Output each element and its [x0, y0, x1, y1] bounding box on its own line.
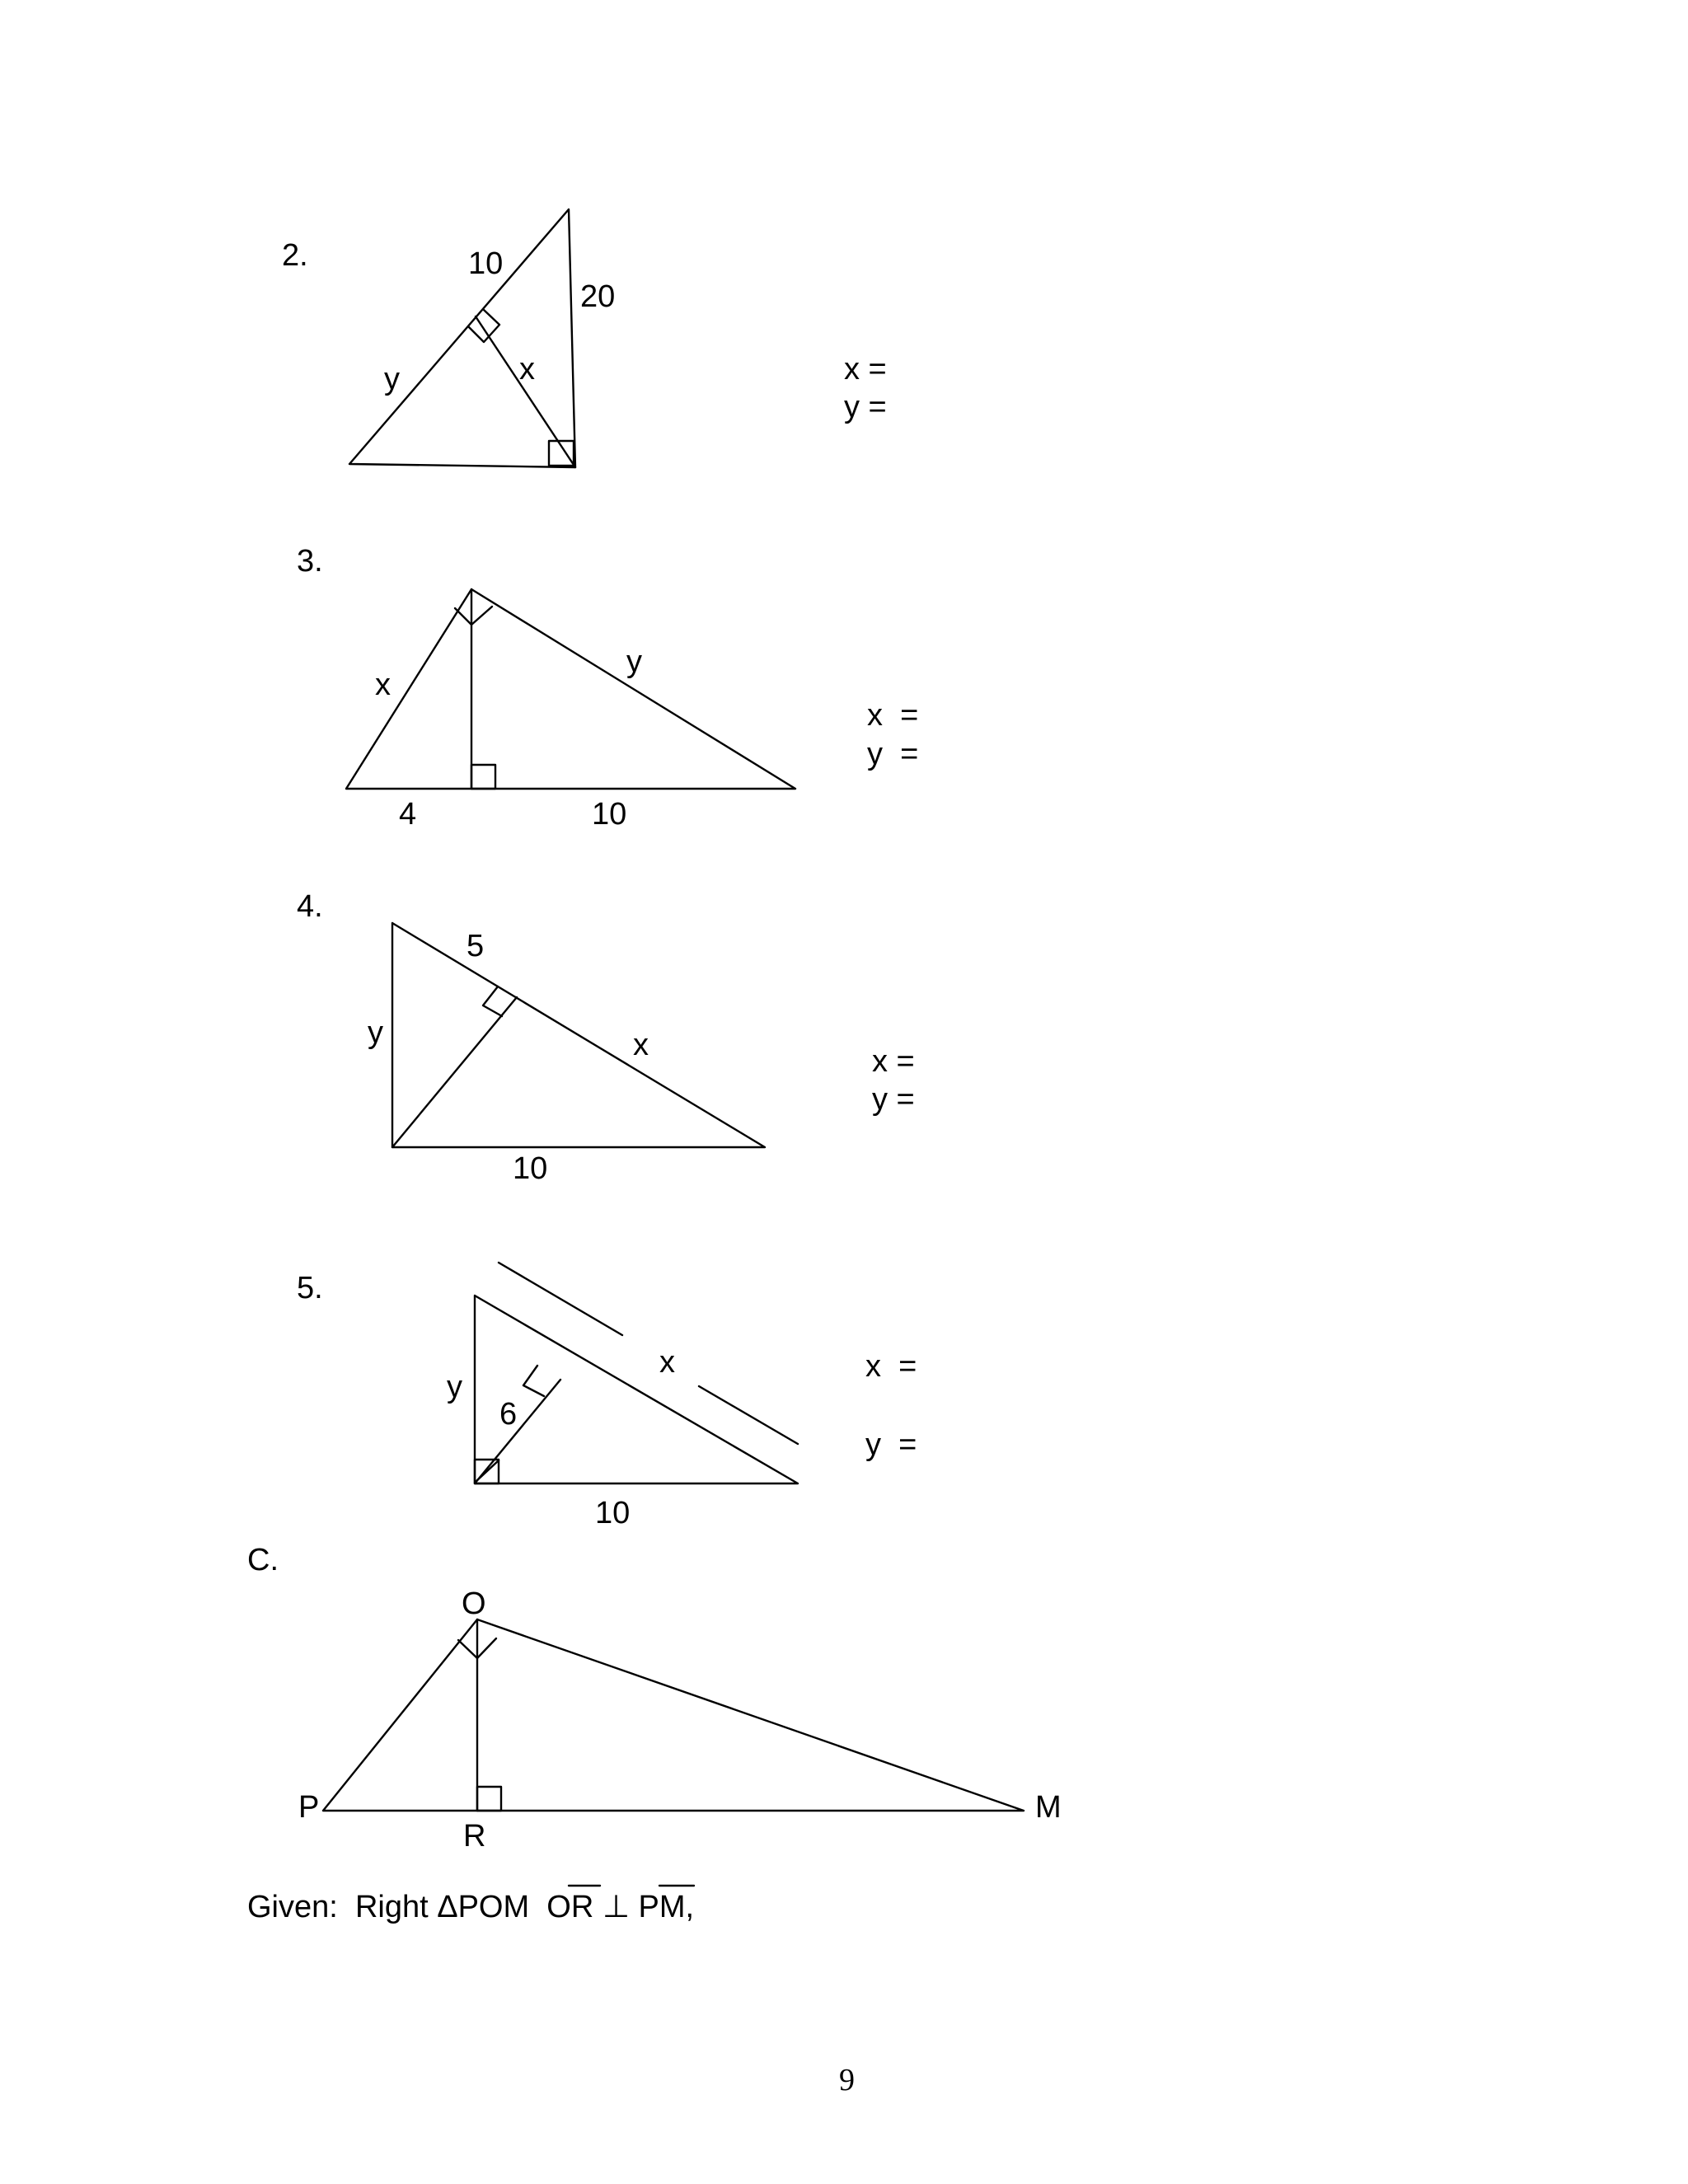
section-heading: C.	[247, 1543, 279, 1577]
label-y: y	[384, 362, 400, 396]
label-y: y	[626, 644, 642, 679]
answer-y: y =	[867, 737, 919, 771]
label-x: x	[519, 352, 535, 387]
triangle-5	[475, 1263, 798, 1483]
vertex-m: M	[1035, 1790, 1062, 1825]
label-4: 4	[399, 797, 417, 832]
problem-number: 5.	[297, 1271, 323, 1305]
label-10: 10	[513, 1151, 548, 1186]
triangle-3	[346, 589, 795, 789]
segment-or: OR	[546, 1890, 594, 1924]
label-y: y	[447, 1370, 462, 1404]
label-x: x	[633, 1028, 649, 1062]
problem-number: 2.	[282, 238, 308, 273]
answer-x: x =	[865, 1349, 917, 1384]
answer-x: x =	[844, 352, 887, 387]
section-c	[247, 1543, 1062, 1924]
label-10: 10	[592, 797, 627, 832]
vertex-p: P	[298, 1790, 320, 1825]
given-prefix: Given: Right ΔPOM	[247, 1890, 547, 1924]
answer-x: x =	[867, 698, 919, 733]
problem-number: 3.	[297, 544, 323, 579]
vertex-o: O	[462, 1586, 486, 1621]
problem-2	[282, 209, 887, 467]
label-x: x	[375, 668, 391, 702]
answer-y: y =	[872, 1082, 915, 1117]
page-number: 9	[839, 2063, 855, 2097]
answer-y: y =	[865, 1427, 917, 1462]
answer-x: x =	[872, 1044, 915, 1079]
perpendicular-symbol: ⊥	[593, 1890, 639, 1924]
label-x: x	[659, 1345, 675, 1380]
vertex-r: R	[463, 1819, 486, 1854]
triangle-pom	[323, 1619, 1024, 1811]
problem-3	[297, 544, 918, 832]
answer-y: y =	[844, 390, 887, 424]
segment-pm: PM	[638, 1890, 686, 1924]
label-5: 5	[467, 929, 485, 963]
label-10: 10	[468, 246, 504, 281]
problem-4	[297, 889, 915, 1186]
triangle-2	[349, 209, 575, 467]
given-statement	[247, 1890, 694, 1924]
label-y: y	[368, 1015, 383, 1050]
label-6: 6	[499, 1397, 518, 1432]
triangle-4	[392, 923, 765, 1147]
label-20: 20	[580, 279, 616, 314]
label-10: 10	[595, 1496, 631, 1530]
problem-5	[297, 1263, 917, 1530]
problem-number: 4.	[297, 889, 323, 924]
given-suffix: ,	[685, 1890, 695, 1924]
